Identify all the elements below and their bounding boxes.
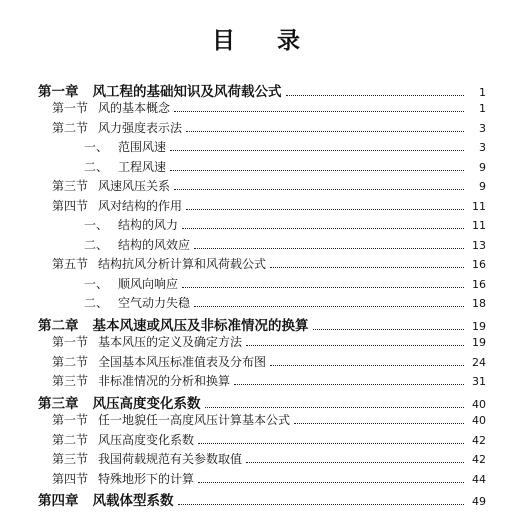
dot-leader [178, 504, 465, 505]
toc-entry [52, 411, 486, 431]
toc-entry [38, 314, 486, 334]
dot-leader [182, 287, 464, 288]
toc-entry-page: 24 [472, 356, 486, 369]
toc-entry-number: 第三节 [52, 452, 89, 466]
toc-entry-title: 风速风压关系 [98, 179, 171, 193]
toc-entry-page: 42 [472, 434, 486, 447]
toc-entry [84, 275, 486, 295]
toc-entry-page: 9 [479, 180, 486, 193]
toc-entry [38, 80, 486, 100]
dot-leader [313, 329, 465, 330]
toc-entry-page: 1 [479, 86, 486, 99]
toc-entry-number: 第一节 [52, 413, 89, 427]
toc-entry [84, 158, 486, 178]
toc-entry [84, 138, 486, 158]
toc-entry-title: 范围风速 [118, 140, 167, 154]
toc-entry-number: 第一节 [52, 101, 89, 115]
toc-entry [52, 99, 486, 119]
toc-entry-number: 二、 [84, 238, 109, 252]
toc-entry-page: 3 [479, 122, 486, 135]
dot-leader [246, 345, 464, 346]
toc-entry-number: 第二节 [52, 355, 89, 369]
toc-entry-title: 风压高度变化系数 [98, 433, 195, 447]
toc-entry-title: 风对结构的作用 [98, 199, 183, 213]
toc-entry-page: 18 [472, 297, 486, 310]
dot-leader [186, 209, 464, 210]
toc-entry [52, 255, 486, 275]
toc-entry-page: 16 [472, 258, 486, 271]
toc-entry-page: 44 [472, 473, 486, 486]
toc-entry [52, 450, 486, 470]
toc-entry-number: 第三节 [52, 374, 89, 388]
toc-entry-number: 第二节 [52, 433, 89, 447]
dot-leader [194, 248, 464, 249]
toc-entry-number: 第四节 [52, 472, 89, 486]
toc-entry-number: 二、 [84, 160, 109, 174]
toc-entry-page: 19 [472, 336, 486, 349]
toc-entry [52, 431, 486, 451]
toc-entry-page: 11 [472, 219, 486, 232]
toc-entry-number: 第二节 [52, 121, 89, 135]
toc-entry-page: 40 [472, 414, 486, 427]
toc-entry [52, 372, 486, 392]
toc-entry-number: 第二章 [38, 318, 79, 334]
toc-entry-title: 空气动力失稳 [118, 296, 191, 310]
toc-entry-title: 结构的风力 [118, 218, 179, 232]
title-char-1: 目 [212, 28, 235, 54]
dot-leader [270, 267, 464, 268]
toc-entry-page: 3 [479, 141, 486, 154]
toc-entry-number: 一、 [84, 218, 109, 232]
toc-entry-page: 11 [472, 200, 486, 213]
toc-entry-page: 13 [472, 239, 486, 252]
dot-leader [205, 407, 465, 408]
toc-entry-title: 结构抗风分析计算和风荷载公式 [98, 257, 267, 271]
toc-entry-title: 风的基本概念 [98, 101, 171, 115]
dot-leader [246, 462, 464, 463]
title-char-2: 录 [277, 28, 300, 54]
toc-entry-title: 特殊地形下的计算 [98, 472, 195, 486]
dot-leader [198, 482, 464, 483]
toc-entry-title: 我国荷载规范有关参数取值 [98, 452, 243, 466]
toc-entry [84, 236, 486, 256]
dot-leader [270, 365, 464, 366]
toc-entry-number: 第四章 [38, 493, 79, 509]
toc-entry [52, 333, 486, 353]
toc-entry [52, 353, 486, 373]
dot-leader [186, 131, 464, 132]
dot-leader [294, 423, 464, 424]
toc-entry-page: 31 [472, 375, 486, 388]
toc-entry [84, 216, 486, 236]
toc-entry [38, 392, 486, 412]
toc-entry-number: 二、 [84, 296, 109, 310]
toc-entry-title: 顺风向响应 [118, 277, 179, 291]
toc-entry [84, 294, 486, 314]
dot-leader [286, 95, 465, 96]
dot-leader [194, 306, 464, 307]
toc-entry [38, 489, 486, 509]
toc-entry-number: 第四节 [52, 199, 89, 213]
toc-entry [52, 119, 486, 139]
toc-entry-page: 49 [472, 495, 486, 508]
dot-leader [198, 443, 464, 444]
toc-entry-page: 1 [479, 102, 486, 115]
page-title [0, 22, 512, 55]
toc-entry-title: 结构的风效应 [118, 238, 191, 252]
toc-entry [52, 470, 486, 490]
toc-entry-number: 一、 [84, 277, 109, 291]
toc-entry-number: 第三节 [52, 179, 89, 193]
toc-entry-number: 第三章 [38, 396, 79, 412]
toc-entry-page: 40 [472, 398, 486, 411]
toc-entry-title: 风压高度变化系数 [92, 396, 201, 412]
dot-leader [182, 228, 464, 229]
toc-entry-title: 任一地貌任一高度风压计算基本公式 [98, 413, 291, 427]
toc-entry-title: 工程风速 [118, 160, 167, 174]
dot-leader [174, 189, 464, 190]
toc-entry-title: 风工程的基础知识及风荷载公式 [92, 84, 282, 100]
toc-entry-title: 基本风速或风压及非标准情况的换算 [92, 318, 309, 334]
toc-entry-page: 19 [472, 320, 486, 333]
toc-entry [52, 197, 486, 217]
toc-entry [52, 177, 486, 197]
toc-entry-number: 第一节 [52, 335, 89, 349]
dot-leader [170, 150, 464, 151]
dot-leader [174, 111, 464, 112]
dot-leader [234, 384, 464, 385]
toc-entry-title: 风力强度表示法 [98, 121, 183, 135]
toc-entry-number: 一、 [84, 140, 109, 154]
toc-entry-page: 42 [472, 453, 486, 466]
toc-entry-title: 非标准情况的分析和换算 [98, 374, 231, 388]
toc-entry-title: 风载体型系数 [92, 493, 174, 509]
toc-entry-page: 9 [479, 161, 486, 174]
toc-entry-page: 16 [472, 278, 486, 291]
toc-entry-title: 基本风压的定义及确定方法 [98, 335, 243, 349]
dot-leader [170, 170, 464, 171]
toc-entry-number: 第五节 [52, 257, 89, 271]
toc-entry-number: 第一章 [38, 84, 79, 100]
toc-entry-title: 全国基本风压标准值表及分布图 [98, 355, 267, 369]
